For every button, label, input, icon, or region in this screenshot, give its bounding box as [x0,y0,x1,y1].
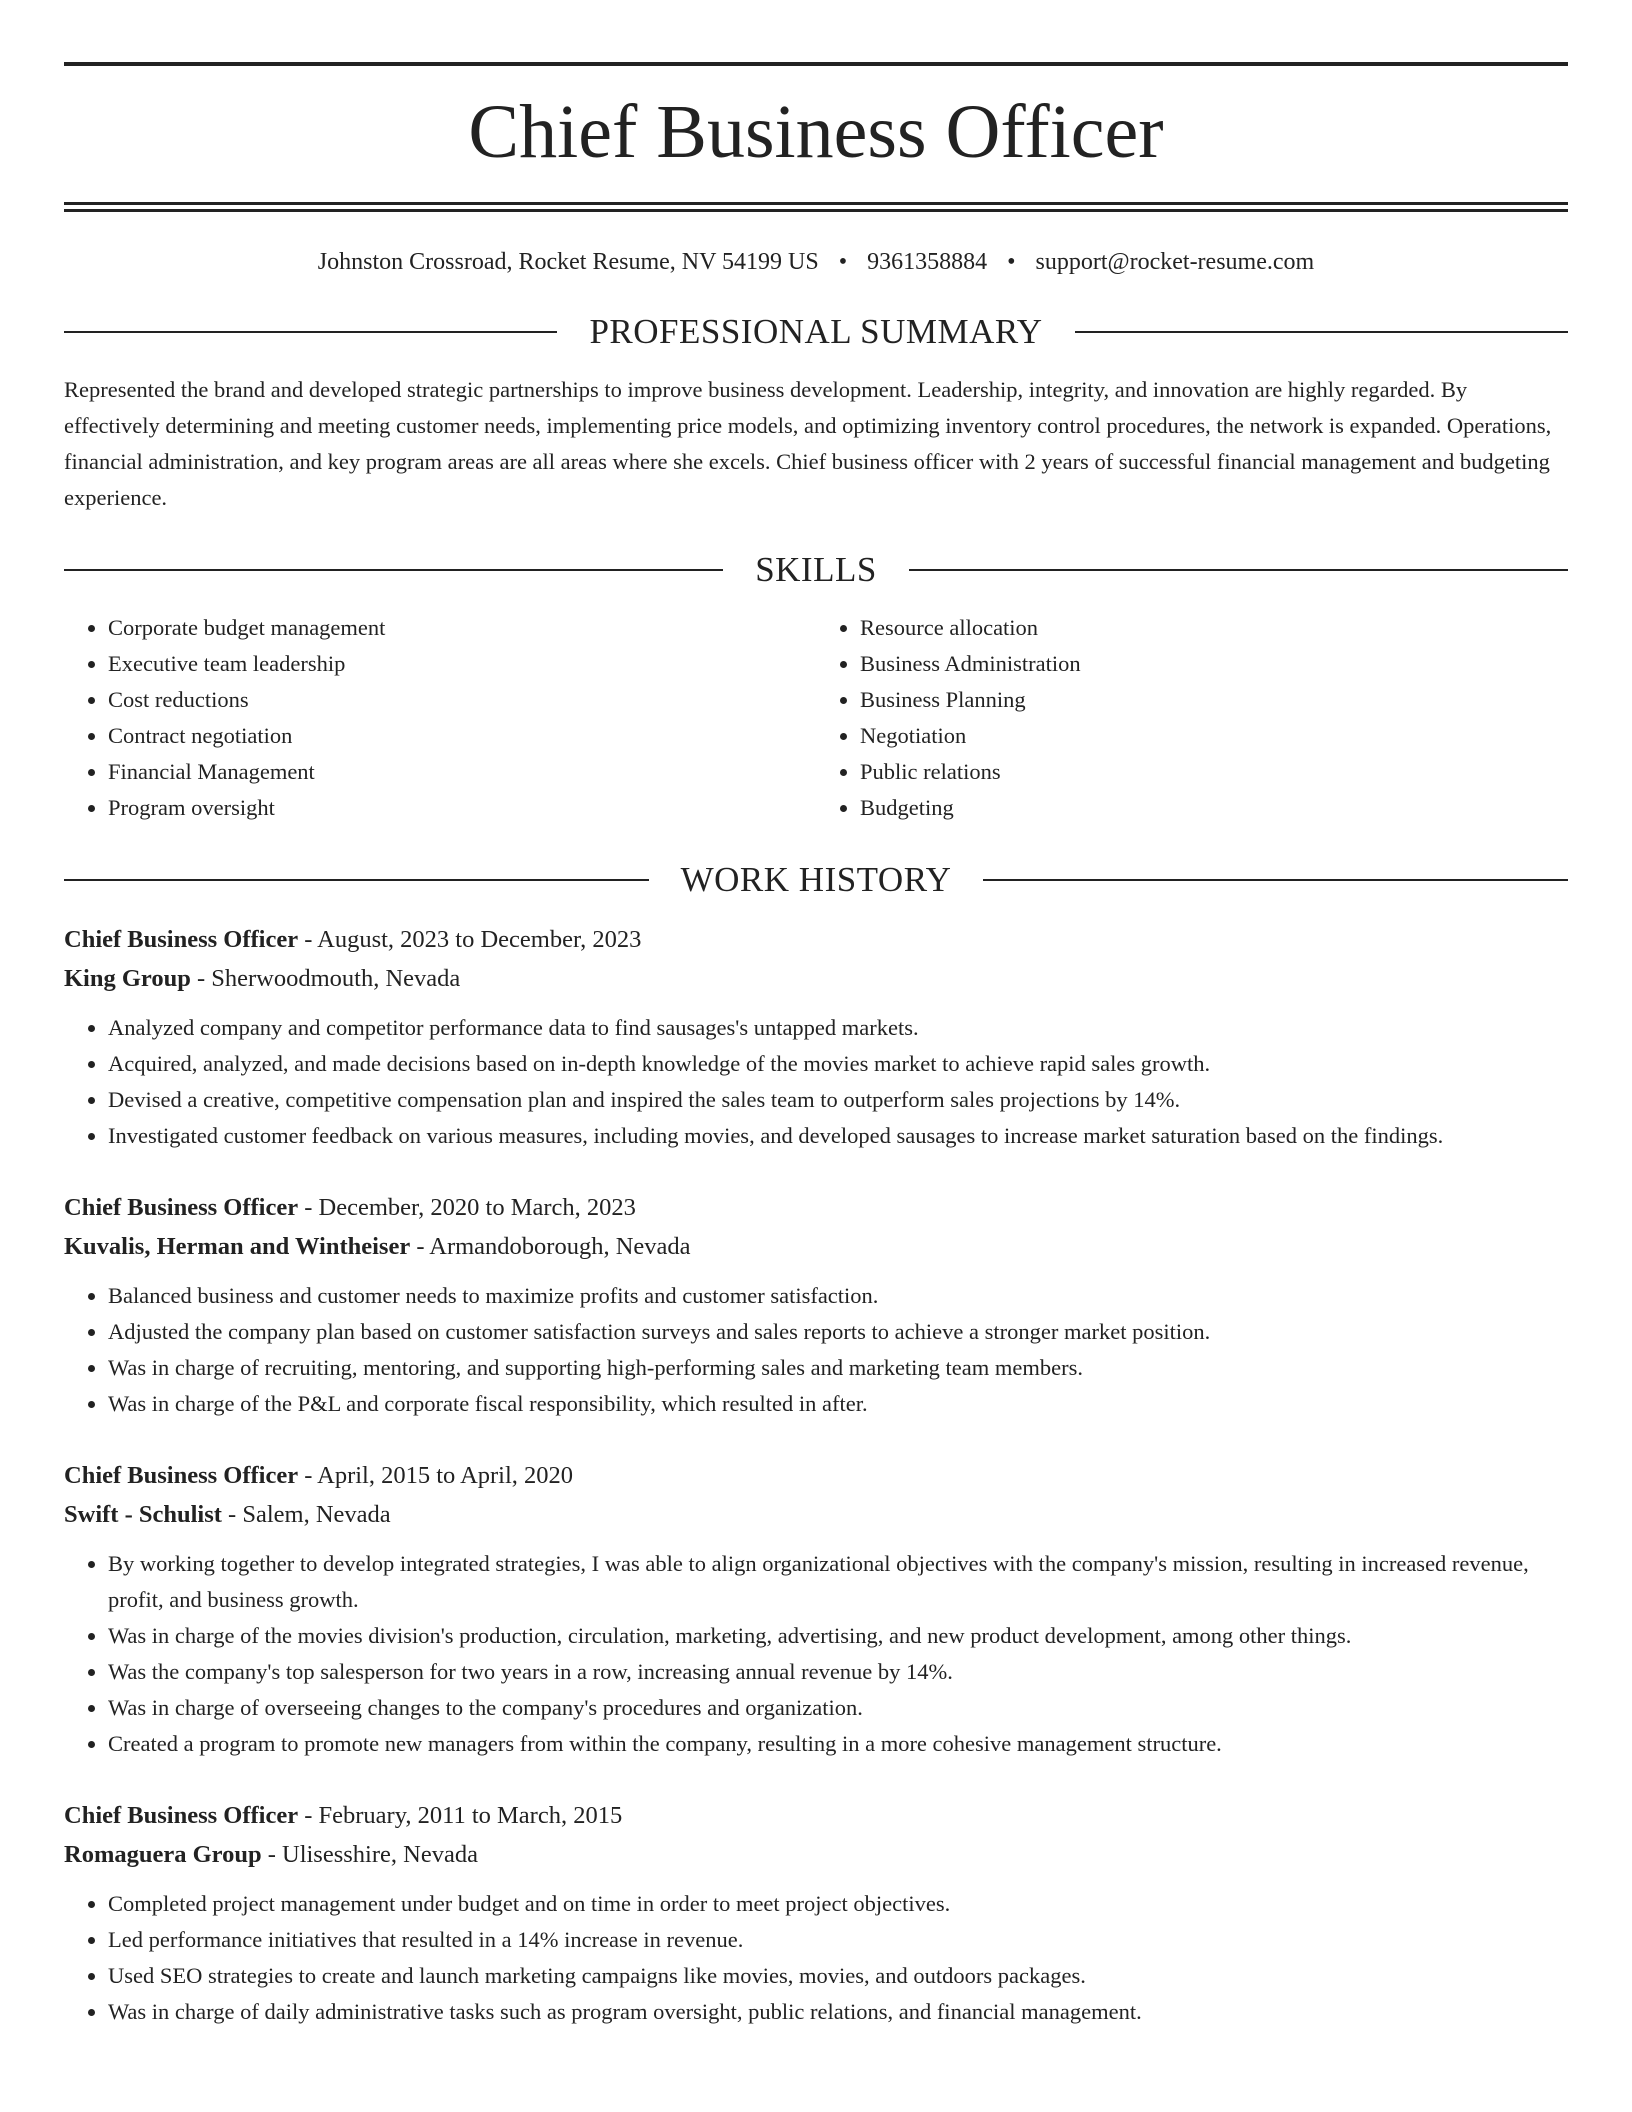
skill-item: • Executive team leadership [108,646,816,682]
work-heading: WORK HISTORY [680,860,952,899]
job-title: Chief Business Officer [64,1462,299,1489]
job-entry [64,1188,1568,1422]
contact-separator: • [1007,249,1016,275]
job-bullet: • Was in charge of the P&L and corporate fiscal responsibility, which resulted in after. [108,1386,1568,1422]
job-bullet: • Acquired, analyzed, and made decisions based on in-depth knowledge of the movies market to achieve rapid sales growth. [108,1046,1568,1082]
job-entry [64,1456,1568,1762]
section-rule-right [1075,331,1568,333]
header-top-rule [64,62,1568,66]
job-location: - Sherwoodmouth, Nevada [190,965,461,992]
section-rule-left [64,879,649,881]
job-company: Swift - Schulist [64,1501,222,1528]
skill-item: • Resource allocation [860,610,1568,646]
summary-text: Represented the brand and developed strategic partnerships to improve business development. Leadership, integrity, and innovation are highly regarded. By effectively determining and meeting customer needs, implementing price models, and optimizing inventory control procedures, the network is expanded. Operations, financial administration, and key program areas are all areas where she excels. Chief business officer with 2 years of successful financial management and budgeting experience. [64,377,1552,510]
job-company-line [64,1495,1568,1534]
job-bullet: • Investigated customer feedback on various measures, including movies, and developed sausages to increase market saturation based on the findings. [108,1118,1568,1154]
job-company-line [64,1227,1568,1266]
contact-line [64,246,1568,278]
job-company: Kuvalis, Herman and Wintheiser [64,1233,411,1260]
job-title-line [64,1456,1568,1495]
job-dates: - April, 2015 to April, 2020 [298,1462,574,1489]
job-bullet: • Was in charge of the movies division's production, circulation, marketing, advertising, and new product development, among other things. [108,1618,1568,1654]
job-company: Romaguera Group [64,1841,262,1868]
skills-column-left [64,610,816,826]
skill-item: • Business Planning [860,682,1568,718]
job-bullet: • Was in charge of overseeing changes to the company's procedures and organization. [108,1690,1568,1726]
section-rule-left [64,331,557,333]
job-bullets [64,1886,1568,2030]
contact-separator: • [838,249,848,275]
job-bullets [64,1010,1568,1154]
job-title-line [64,1796,1568,1835]
summary-heading: PROFESSIONAL SUMMARY [589,312,1043,351]
skills-list [64,610,1568,826]
job-bullet: • Was in charge of daily administrative tasks such as program oversight, public relations, and financial management. [108,1994,1568,2030]
job-location: - Salem, Nevada [221,1501,391,1528]
job-location: - Armandoborough, Nevada [410,1233,691,1260]
job-bullet: • Was the company's top salesperson for two years in a row, increasing annual revenue by 14%. [108,1654,1568,1690]
job-company: King Group [64,965,191,992]
job-title: Chief Business Officer [64,926,299,953]
job-title-line [64,920,1568,959]
header-double-rule [64,202,1568,212]
job-title: Chief Business Officer [64,1802,299,1829]
skill-item: • Business Administration [860,646,1568,682]
skill-item: • Contract negotiation [108,718,816,754]
skills-column-right [816,610,1568,826]
skill-item: • Public relations [860,754,1568,790]
job-bullet: • Created a program to promote new managers from within the company, resulting in a more cohesive management structure. [108,1726,1568,1762]
contact-phone: 9361358884 [867,249,988,275]
work-section-header [64,858,1568,902]
summary-section-header [64,310,1568,354]
job-company-line [64,1835,1568,1874]
skill-item: • Negotiation [860,718,1568,754]
job-bullets [64,1546,1568,1762]
job-entry [64,1796,1568,2030]
skills-heading: SKILLS [755,550,877,589]
skill-item: • Corporate budget management [108,610,816,646]
section-rule-left [64,569,723,571]
job-title-line [64,1188,1568,1227]
skill-item: • Program oversight [108,790,816,826]
section-rule-right [983,879,1568,881]
job-bullet: • Balanced business and customer needs to maximize profits and customer satisfaction. [108,1278,1568,1314]
skill-item: • Cost reductions [108,682,816,718]
job-bullet: • Was in charge of recruiting, mentoring, and supporting high-performing sales and marketing team members. [108,1350,1568,1386]
resume-title: Chief Business Officer [468,90,1164,174]
job-bullet: • By working together to develop integrated strategies, I was able to align organizational objectives with the company's mission, resulting in increased revenue, profit, and business growth. [108,1546,1568,1618]
section-rule-right [909,569,1568,571]
job-bullet: • Adjusted the company plan based on customer satisfaction surveys and sales reports to achieve a stronger market position. [108,1314,1568,1350]
job-bullet: • Led performance initiatives that resulted in a 14% increase in revenue. [108,1922,1568,1958]
contact-address: Johnston Crossroad, Rocket Resume, NV 54199 US [317,249,819,275]
job-dates: - February, 2011 to March, 2015 [298,1802,623,1829]
job-bullets [64,1278,1568,1422]
job-bullet: • Used SEO strategies to create and launch marketing campaigns like movies, movies, and outdoors packages. [108,1958,1568,1994]
job-location: - Ulisesshire, Nevada [261,1841,478,1868]
job-dates: - August, 2023 to December, 2023 [298,926,642,953]
skill-item: • Budgeting [860,790,1568,826]
job-entry [64,920,1568,1154]
skills-section-header [64,548,1568,592]
job-company-line [64,959,1568,998]
job-bullet: • Analyzed company and competitor performance data to find sausages's untapped markets. [108,1010,1568,1046]
skill-item: • Financial Management [108,754,816,790]
job-dates: - December, 2020 to March, 2023 [298,1194,636,1221]
job-title: Chief Business Officer [64,1194,299,1221]
job-bullet: • Devised a creative, competitive compensation plan and inspired the sales team to outperform sales projections by 14%. [108,1082,1568,1118]
job-bullet: • Completed project management under budget and on time in order to meet project objectives. [108,1886,1568,1922]
contact-email: support@rocket-resume.com [1035,249,1315,275]
